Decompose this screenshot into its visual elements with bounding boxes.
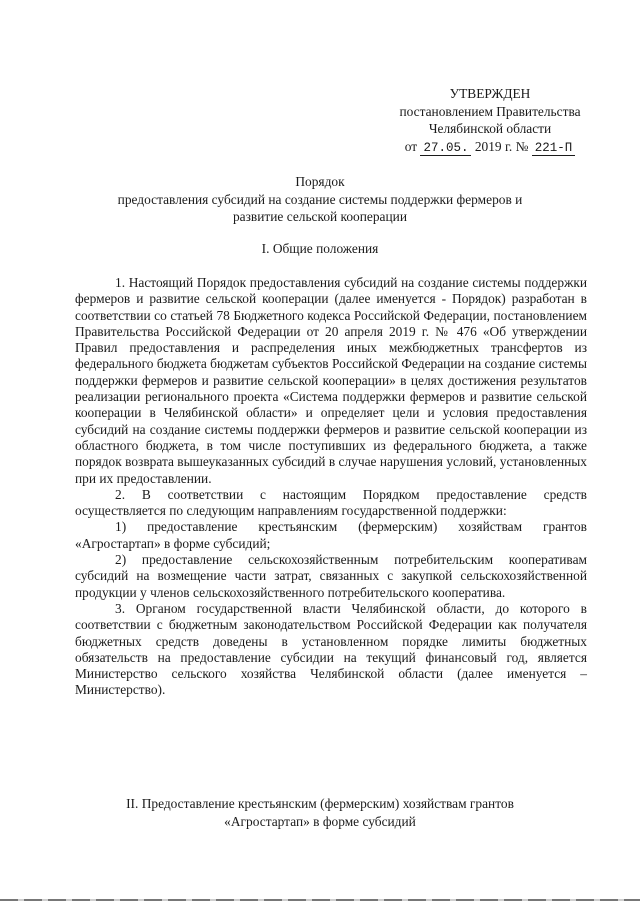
date-prefix: от <box>404 138 418 154</box>
date-value: 27.05. <box>420 141 471 156</box>
document-body <box>75 275 587 699</box>
section-heading-2 <box>60 795 580 830</box>
approval-date-line <box>360 138 620 158</box>
title-line-2: предоставления субсидий на создание системы поддержки фермеров и <box>117 191 523 207</box>
title-line-3: развитие сельской кооперации <box>232 209 407 224</box>
paragraph-2-item-1: 1) предоставление крестьянским (фермерским) хозяйствам грантов «Агростартап» в форме субсидий; <box>75 519 587 551</box>
approval-heading: УТВЕРЖДЕН <box>449 86 531 101</box>
scan-edge-divider <box>0 899 640 901</box>
document-title <box>60 173 580 226</box>
section-2-line-2: «Агростартап» в форме субсидий <box>224 813 416 829</box>
document-number: 221-П <box>532 141 576 156</box>
paragraph-1: 1. Настоящий Порядок предоставления субсидий на создание системы поддержки фермеров и развитие сельской кооперации (далее именуется - Порядок) разработан в соответствии со статьей 78 Бюджетного кодекса Российской Федерации, постановлением Правительства Российской Федерации от 20 апреля 2019 г. № 476 «Об утверждении Правил предоставления и распределения иных межбюджетных трансфертов из федерального бюджета бюджетам субъектов Российской Федерации на создание системы поддержки фермеров и развитие сельской кооперации» в целях достижения результатов реализации регионального проекта «Система поддержки фермеров и развитие сельской кооперации в Челябинской области» и определяет цели и условия предоставления субсидий на создание системы поддержки фермеров и развитие сельской кооперации из областного бюджета, в том числе поступивших из федерального бюджета, а также порядок возврата вышеуказанных субсидий в случае нарушения условий, установленных при их предоставлении. <box>75 275 587 486</box>
section-1-title: I. Общие положения <box>261 241 379 256</box>
paragraph-2-item-2: 2) предоставление сельскохозяйственным потребительским кооперативам субсидий на возмещение части затрат, связанных с закупкой сельскохозяйственной продукции у членов сельскохозяйственного потребительского кооператива. <box>75 552 587 600</box>
paragraph-3: 3. Органом государственной власти Челябинской области, до которого в соответствии с бюджетным законодательством Российской Федерации как получателя бюджетных средств доведены в установленном порядке лимиты бюджетных обязательств на предоставление субсидии на текущий финансовый год, является Министерство сельского хозяйства Челябинской области (далее именуется – Министерство). <box>75 600 587 698</box>
section-heading-1 <box>60 240 580 258</box>
title-line-1: Порядок <box>295 174 345 189</box>
section-2-line-1: II. Предоставление крестьянским (фермерским) хозяйствам грантов <box>126 796 514 811</box>
approval-line-1: постановлением Правительства <box>399 103 581 119</box>
date-year: 2019 г. № <box>474 138 529 154</box>
approval-line-2: Челябинской области <box>428 121 552 136</box>
paragraph-2: 2. В соответствии с настоящим Порядком предоставление средств осуществляется по следующим направлениям государственной поддержки: <box>75 486 587 519</box>
approval-block <box>360 85 620 157</box>
